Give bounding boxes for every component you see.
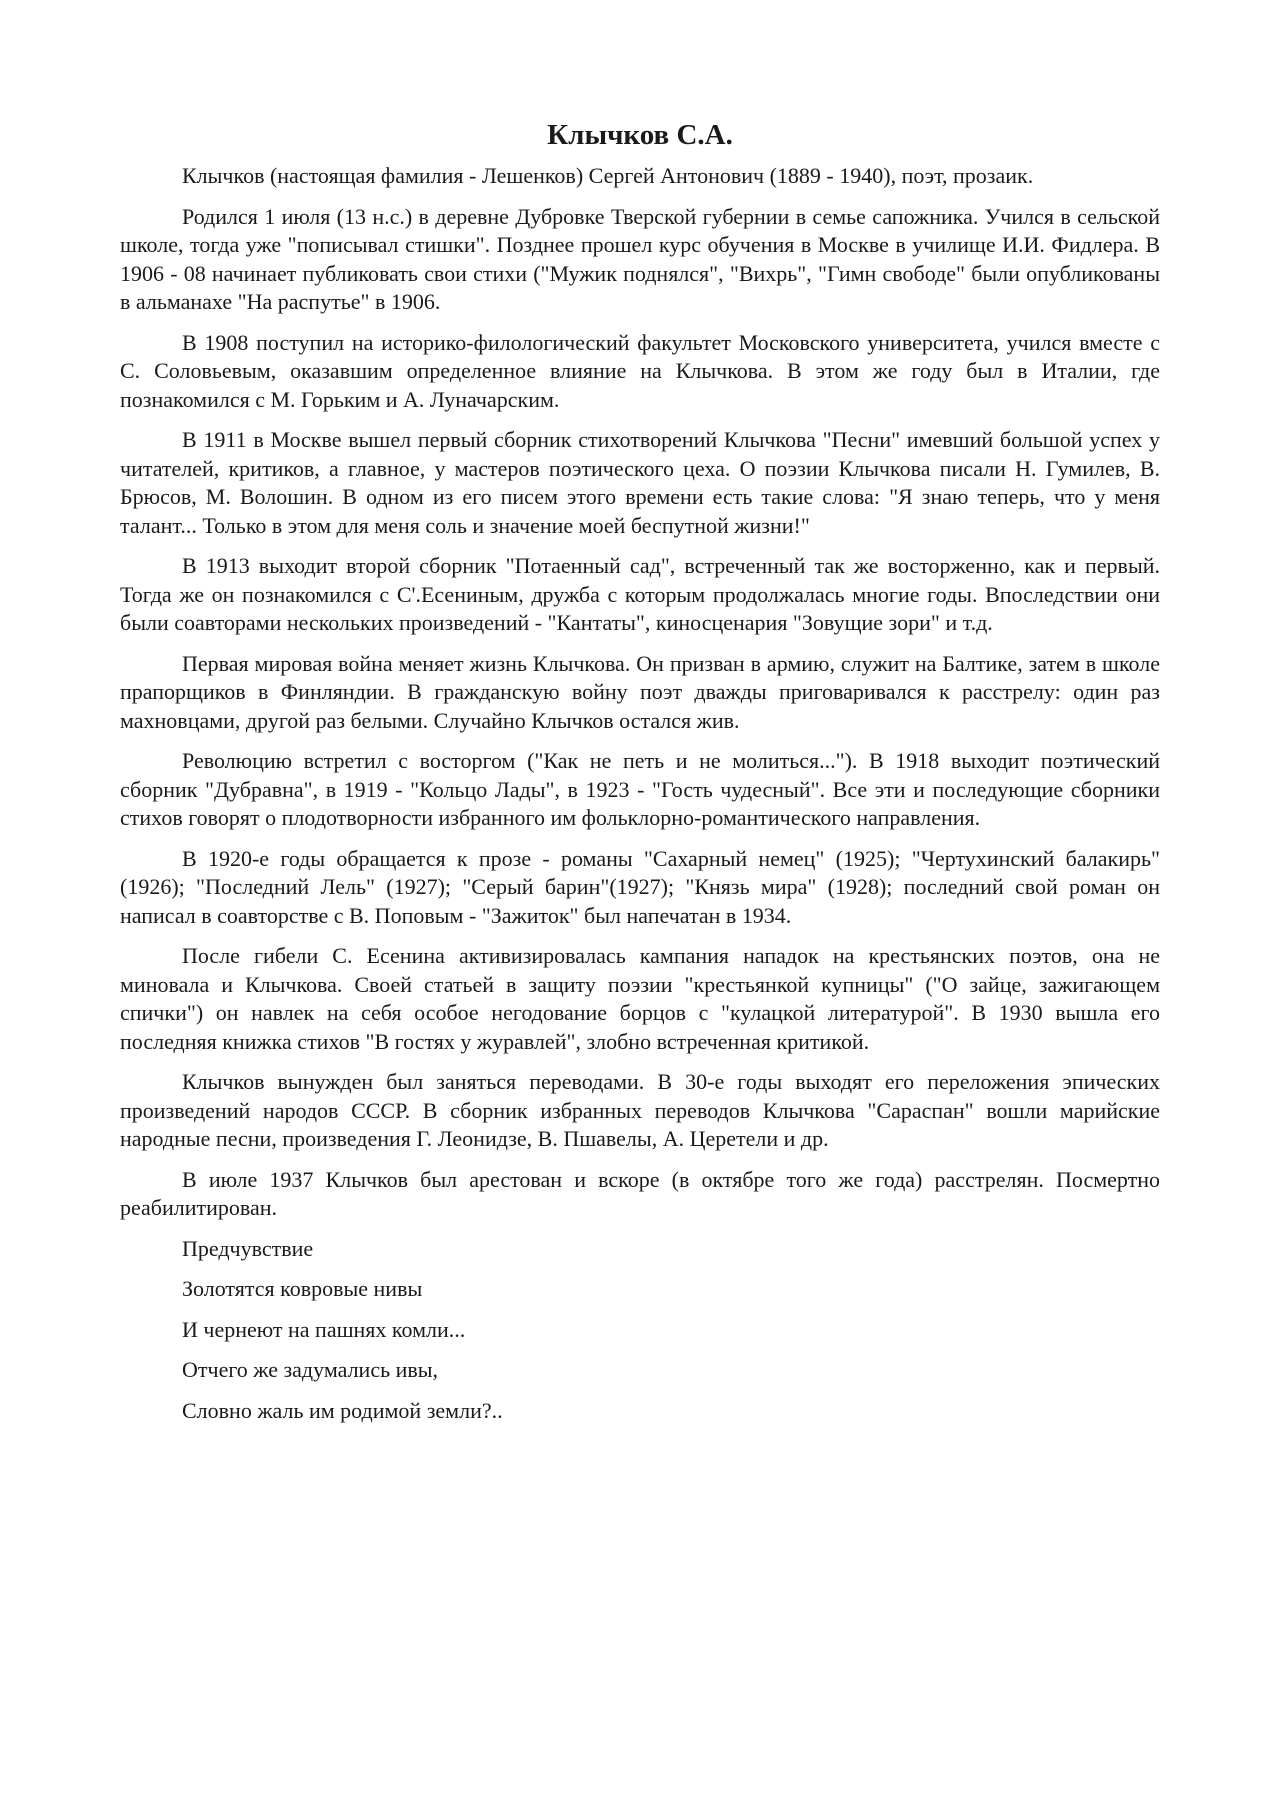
poem-line: И чернеют на пашнях комли... bbox=[182, 1316, 466, 1342]
paragraph-criticism: После гибели С. Есенина активизировалась кампания нападок на крестьянских поэтов, она не миновала и Клычкова. Своей статьей в защиту поэзии "крестьянкой купницы" ("О зайце, зажигающем спички") он навлек на себя особое негодование борцов с "кулацкой литературой". В 1930 вышла его последняя книжка стихов "В гостях у журавлей", злобно встреченная критикой. bbox=[120, 943, 1160, 1054]
document-page bbox=[120, 118, 1160, 1437]
paragraph-birth: Родился 1 июля (13 н.с.) в деревне Дубровке Тверской губернии в семье сапожника. Учился в сельской школе, тогда уже "пописывал стишки". Позднее прошел курс обучения в Москве в училище И.И. Фидлера. В 1906 - 08 начинает публиковать свои стихи ("Мужик поднялся", "Вихрь", "Гимн свободе" были опубликованы в альманахе "На распутье" в 1906. bbox=[120, 203, 1160, 314]
paragraph-translations: Клычков вынужден был заняться переводами. В 30-е годы выходят его переложения эпических произведений народов СССР. В сборник избранных переводов Клычкова "Сараспан" вошли марийские народные песни, произведения Г. Леонидзе, В. Пшавелы, А. Церетели и др. bbox=[120, 1069, 1160, 1151]
paragraph-war: Первая мировая война меняет жизнь Клычкова. Он призван в армию, служит на Балтике, затем в школе прапорщиков в Финляндии. В гражданскую войну поэт дважды приговаривался к расстрелу: один раз махновцами, другой раз белыми. Случайно Клычков остался жив. bbox=[120, 650, 1160, 733]
paragraph-second-collection: В 1913 выходит второй сборник "Потаенный сад", встреченный так же восторженно, как и первый. Тогда же он познакомился с С'.Есениным, дружба с которым продолжалась многие годы. Впоследствии они были соавторами нескольких произведений - "Кантаты", киносценария "Зовущие зори" и т.д. bbox=[120, 553, 1160, 635]
paragraph-intro: Клычков (настоящая фамилия - Лешенков) Сергей Антонович (1889 - 1940), поэт, прозаик. bbox=[182, 163, 1034, 188]
paragraph-arrest: В июле 1937 Клычков был арестован и вскоре (в октябре того же года) расстрелян. Посмертно реабилитирован. bbox=[120, 1166, 1160, 1220]
paragraph-university: В 1908 поступил на историко-филологический факультет Московского университета, учился вместе с С. Соловьевым, оказавшим определенное влияние на Клычкова. В этом же году был в Италии, где познакомился с М. Горьким и А. Луначарским. bbox=[120, 329, 1160, 412]
poem-line: Отчего же задумались ивы, bbox=[182, 1357, 439, 1382]
poem-line: Золотятся ковровые нивы bbox=[182, 1276, 423, 1301]
paragraph-first-collection: В 1911 в Москве вышел первый сборник стихотворений Клычкова "Песни" имевший большой успех у читателей, критиков, а главное, у мастеров поэтического цеха. О поэзии Клычкова писали Н. Гумилев, В. Брюсов, М. Волошин. В одном из его писем этого времени есть такие слова: "Я знаю теперь, что у меня талант... Только в этом для меня соль и значение моей беспутной жизни!" bbox=[120, 427, 1160, 538]
paragraph-revolution: Революцию встретил с восторгом ("Как не петь и не молиться..."). В 1918 выходит поэтический сборник "Дубравна", в 1919 - "Кольцо Лады", в 1923 - "Гость чудесный". Все эти и последующие сборники стихов говорят о плодотворности избранного им фольклорно-романтического направления. bbox=[120, 748, 1160, 830]
poem-line: Словно жаль им родимой земли?.. bbox=[182, 1397, 503, 1423]
poem bbox=[120, 1235, 1160, 1426]
poem-title: Предчувствие bbox=[182, 1235, 314, 1261]
paragraph-prose: В 1920-е годы обращается к прозе - романы "Сахарный немец" (1925); "Чертухинский балакирь" (1926); "Последний Лель" (1927); "Серый барин"(1927); "Князь мира" (1928); последний свой роман он написал в соавторстве с В. Поповым - "Зажиток" был напечатан в 1934. bbox=[120, 845, 1160, 928]
document-title: Клычков С.А. bbox=[547, 119, 733, 151]
